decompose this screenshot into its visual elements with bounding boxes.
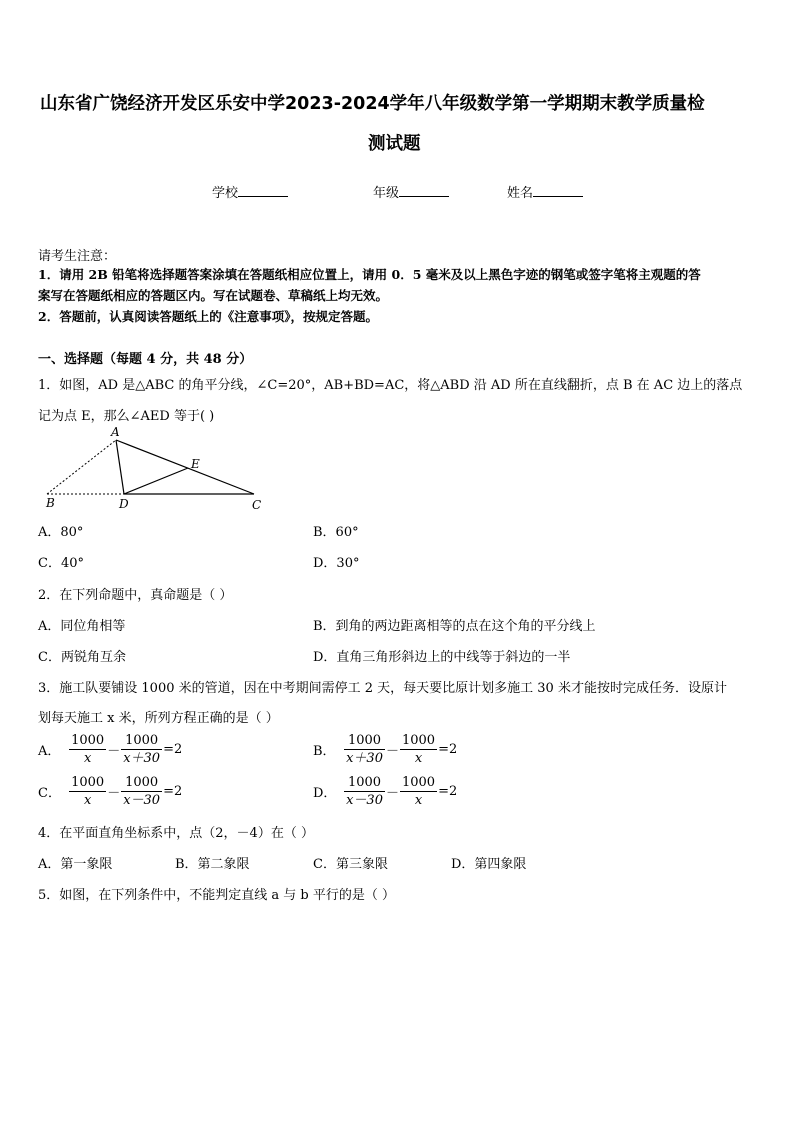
q1-text-line2: 记为点 E，那么∠AED 等于( ) bbox=[38, 409, 215, 424]
fig-line-ac bbox=[116, 440, 254, 494]
name-label: 姓名 bbox=[507, 186, 534, 201]
q3-text-line1: 3．施工队要铺设 1000 米的管道，因在中考期间需停工 2 天，每天要比原计划多施工 30 米才能按时完成任务．设原计 bbox=[38, 681, 727, 696]
q2-text: 2．在下列命题中，真命题是（ ） bbox=[38, 588, 233, 603]
fig-label-c: C bbox=[252, 498, 262, 512]
grade-label: 年级 bbox=[373, 186, 400, 201]
q3-a-frac2: $\frac{1000}{x+30}$ bbox=[123, 733, 161, 766]
notice-item2: 2．答题前，认真阅读答题纸上的《注意事项》，按规定答题。 bbox=[38, 309, 378, 324]
q1-option-d[interactable]: D．30° bbox=[313, 556, 360, 571]
notice-item1-line1: 1．请用 2B 铅笔将选择题答案涂填在答题纸相应位置上，请用 0．5 毫米及以上黑色字迹的钢笔或签字笔将主观题的答 bbox=[38, 267, 701, 282]
grade-field bbox=[373, 182, 449, 201]
q3-b-frac1: $\frac{1000}{x+30}$ bbox=[346, 733, 383, 766]
fig-label-b: B bbox=[46, 496, 55, 510]
name-blank[interactable] bbox=[533, 184, 583, 197]
q2-option-c[interactable]: C．两锐角互余 bbox=[38, 650, 126, 665]
fig-label-d: D bbox=[119, 497, 129, 511]
q3-option-b-label: B． bbox=[313, 744, 336, 759]
q4-option-d[interactable]: D．第四象限 bbox=[451, 857, 527, 872]
q1-triangle-figure bbox=[38, 424, 278, 516]
grade-blank[interactable] bbox=[399, 184, 449, 197]
q3-text-line2: 划每天施工 x 米，所列方程正确的是（ ） bbox=[38, 711, 279, 726]
q2-option-a[interactable]: A．同位角相等 bbox=[38, 619, 126, 634]
q3-option-c-label: C． bbox=[38, 786, 61, 801]
q3-option-a-label: A． bbox=[38, 744, 61, 759]
school-field bbox=[212, 182, 288, 201]
q3-option-b[interactable]: B． $\frac{1000}{x+30}$ － $\frac{1000}{x}$ =2 bbox=[313, 733, 458, 766]
q1-option-a[interactable]: A．80° bbox=[38, 525, 84, 540]
school-label: 学校 bbox=[212, 186, 239, 201]
fig-line-de bbox=[124, 468, 188, 494]
q4-option-a[interactable]: A．第一象限 bbox=[38, 857, 113, 872]
name-field bbox=[507, 182, 583, 201]
q1-option-b[interactable]: B．60° bbox=[313, 525, 359, 540]
q1-option-c[interactable]: C．40° bbox=[38, 556, 84, 571]
q3-option-d-label: D． bbox=[313, 786, 337, 801]
section1-heading: 一、选择题（每题 4 分，共 48 分） bbox=[38, 352, 253, 367]
page-title-line1: 山东省广饶经济开发区乐安中学2023-2024学年八年级数学第一学期期末教学质量检 bbox=[40, 94, 705, 114]
q5-text: 5．如图，在下列条件中，不能判定直线 a 与 b 平行的是（ ） bbox=[38, 888, 396, 903]
q3-d-frac1: $\frac{1000}{x-30}$ bbox=[346, 775, 383, 808]
fig-line-ab bbox=[47, 440, 116, 494]
q3-b-frac2: $\frac{1000}{x}$ bbox=[401, 733, 436, 766]
q4-text: 4．在平面直角坐标系中，点（2，－4）在（ ） bbox=[38, 826, 314, 841]
q4-option-c[interactable]: C．第三象限 bbox=[313, 857, 388, 872]
notice-heading: 请考生注意： bbox=[38, 249, 117, 264]
q2-option-d[interactable]: D．直角三角形斜边上的中线等于斜边的一半 bbox=[313, 650, 571, 665]
q3-c-frac1: $\frac{1000}{x}$ bbox=[71, 775, 105, 808]
page-title-line2: 测试题 bbox=[368, 134, 421, 154]
fig-label-a: A bbox=[111, 425, 120, 439]
q4-option-b[interactable]: B．第二象限 bbox=[175, 857, 250, 872]
fig-label-e: E bbox=[191, 457, 200, 471]
q3-option-d[interactable]: D． $\frac{1000}{x-30}$ － $\frac{1000}{x}$ =2 bbox=[313, 775, 458, 808]
school-blank[interactable] bbox=[238, 184, 288, 197]
q3-d-frac2: $\frac{1000}{x}$ bbox=[401, 775, 436, 808]
q3-a-frac1: $\frac{1000}{x}$ bbox=[71, 733, 105, 766]
notice-item1-line2: 案写在答题纸相应的答题区内。写在试题卷、草稿纸上均无效。 bbox=[38, 288, 389, 303]
q3-option-a[interactable]: A． $\frac{1000}{x}$ － $\frac{1000}{x+30}$ =2 bbox=[38, 733, 183, 766]
q2-option-b[interactable]: B．到角的两边距离相等的点在这个角的平分线上 bbox=[313, 619, 596, 634]
fig-line-ad bbox=[116, 440, 124, 494]
q3-option-c[interactable]: C． $\frac{1000}{x}$ － $\frac{1000}{x-30}$ =2 bbox=[38, 775, 183, 808]
q1-text-line1: 1．如图，AD 是△ABC 的角平分线，∠C=20°，AB+BD=AC，将△ABD 沿 AD 所在直线翻折，点 B 在 AC 边上的落点 bbox=[38, 378, 743, 393]
q3-c-frac2: $\frac{1000}{x-30}$ bbox=[123, 775, 161, 808]
